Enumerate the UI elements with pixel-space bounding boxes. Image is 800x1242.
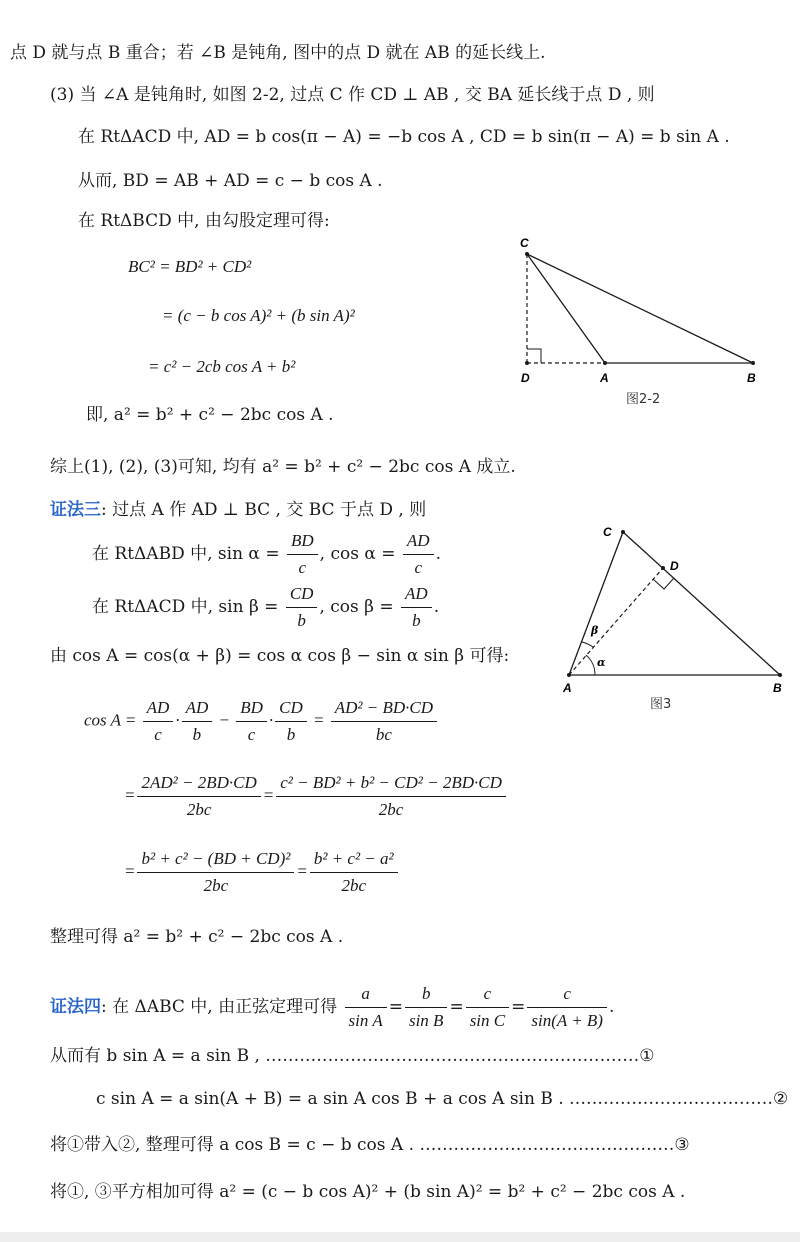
proof-header: 证法四: 在 ΔABC 中, 由正弦定理可得 $\frac{a}{\text{sin A}}$ = $\frac{b}{\text{sin B}}$ = $\frac{c}{\text{sin C}}$ = $\frac{c}{\sin(A + B)}$ .	[50, 984, 615, 1030]
angle-arc-alpha	[586, 655, 595, 675]
side-cb	[527, 254, 753, 363]
equation-line: = (c − b cos A)² + (b sin A)²	[162, 306, 355, 325]
equation-line: 在 RtΔACD 中, sin β = $\frac{CD}{b}$ , cos β = $\frac{AD}{b}$ .	[92, 584, 440, 630]
angle-label-alpha: α	[597, 656, 606, 669]
fraction: $\frac{b}{\text{sin B}}$	[405, 983, 447, 1032]
equation-line: 从而, BD = AB + AD = c − b cos A .	[78, 171, 383, 191]
side-ac	[569, 532, 623, 675]
fraction: $\frac{CD}{b}$	[286, 583, 318, 632]
equation-line: 即, a² = b² + c² − 2bc cos A .	[86, 405, 334, 425]
equation-line: 在 RtΔACD 中, AD = b cos(π − A) = −b cos A , CD = b sin(π − A) = b sin A .	[78, 127, 730, 147]
fraction: $\frac{\text{2AD² − 2BD·CD}}{2bc}$	[137, 772, 260, 821]
proof-header	[50, 499, 426, 521]
vertex-label-b: B	[747, 371, 756, 385]
right-angle-mark	[653, 578, 674, 589]
vertex-label-b: B	[773, 681, 782, 695]
side-cb	[623, 532, 780, 675]
conclusion-line: 综上(1), (2), (3)可知, 均有 a² = b² + c² − 2bc cos A 成立.	[50, 457, 516, 477]
equation-line: cos A = $\frac{AD}{c}$ · $\frac{AD}{b}$ − $\frac{BD}{c}$ · $\frac{CD}{b}$ = $\frac{\text{AD² − BD·CD}}{bc}$	[84, 697, 439, 746]
equation-line: 整理可得 a² = b² + c² − 2bc cos A .	[50, 927, 344, 947]
fraction: $\frac{AD}{c}$	[143, 697, 174, 746]
altitude-ad	[569, 568, 663, 675]
text-segment: , cos β =	[319, 597, 394, 617]
fraction: $\frac{BD}{c}$	[287, 530, 318, 579]
proof-label: 证法三	[50, 500, 101, 520]
text-segment: , cos α =	[319, 544, 396, 564]
vertex-label-d: D	[521, 371, 530, 385]
fraction: $\frac{\text{b² + c² − (BD + CD)²}}{2bc}$	[137, 848, 294, 897]
fraction: $\frac{\text{c² − BD² + b² − CD² − 2BD·CD}}{2bc}$	[276, 772, 506, 821]
vertex-label-d: D	[670, 559, 679, 573]
angle-label-beta: β	[591, 624, 599, 637]
figure-caption: 图3	[650, 697, 672, 712]
fraction: $\frac{AD}{b}$	[401, 583, 432, 632]
fraction: $\frac{AD}{b}$	[182, 697, 213, 746]
text-line: 点 D 就与点 B 重合；若 ∠B 是钝角, 图中的点 D 就在 AB 的延长线上.	[10, 43, 546, 63]
vertex-label-a: A	[563, 681, 572, 695]
figure-caption: 图2-2	[626, 392, 661, 407]
fraction: $\frac{\text{AD² − BD·CD}}{bc}$	[331, 697, 437, 746]
fraction: $\frac{c}{\text{sin C}}$	[466, 983, 509, 1032]
text-segment: 在 RtΔACD 中, sin β =	[92, 597, 279, 617]
page-bottom-bar	[0, 1232, 800, 1242]
fraction: $\frac{\text{b² + c² − a²}}{2bc}$	[310, 848, 398, 897]
equation-line: = $\frac{\text{b² + c² − (BD + CD)²}}{2bc}$ = $\frac{\text{b² + c² − a²}}{2bc}$	[124, 848, 400, 897]
equation-line: 将①, ③平方相加可得 a² = (c − b cos A)² + (b sin A)² = b² + c² − 2bc cos A .	[50, 1182, 686, 1202]
equation-line: = c² − 2cb cos A + b²	[148, 357, 296, 376]
text-line: 在 RtΔBCD 中, 由勾股定理可得:	[78, 211, 330, 231]
figure-2-2	[505, 232, 780, 407]
equation-line: 从而有 b sin A = a sin B , …………………………………………………………①	[50, 1046, 655, 1066]
equation-line: BC² = BD² + CD²	[128, 257, 252, 276]
fraction: $\frac{AD}{c}$	[403, 530, 434, 579]
fraction: $\frac{BD}{c}$	[236, 697, 267, 746]
fraction: $\frac{c}{\sin(A + B)}$	[527, 983, 607, 1032]
equation-line: = $\frac{\text{2AD² − 2BD·CD}}{2bc}$ = $\frac{\text{c² − BD² + b² − CD² − 2BD·CD}}{2bc}$	[124, 772, 508, 821]
fraction: $\frac{a}{\text{sin A}}$	[345, 983, 387, 1032]
proof-intro: : 过点 A 作 AD ⊥ BC , 交 BC 于点 D , 则	[101, 500, 427, 520]
equation-line: 将①带入②, 整理可得 a cos B = c − b cos A . ………………………………………③	[50, 1135, 690, 1155]
vertex-label-a: A	[600, 371, 609, 385]
equation-line: c sin A = a sin(A + B) = a sin A cos B + a cos A sin B . ………………………………②	[96, 1089, 789, 1109]
side-ca	[527, 254, 605, 363]
equation-line: 在 RtΔABD 中, sin α = $\frac{BD}{c}$ , cos α = $\frac{AD}{c}$ .	[92, 531, 441, 577]
text-line: (3) 当 ∠A 是钝角时, 如图 2-2, 过点 C 作 CD ⊥ AB , 交 BA 延长线于点 D , 则	[50, 85, 655, 105]
text-segment: : 在 ΔABC 中, 由正弦定理可得	[101, 997, 338, 1017]
text-segment: cos A =	[84, 710, 137, 730]
proof-label: 证法四	[50, 997, 101, 1017]
vertex-label-c: C	[603, 525, 612, 539]
vertex-label-c: C	[520, 236, 529, 250]
text-segment: 在 RtΔABD 中, sin α =	[92, 544, 280, 564]
fraction: $\frac{CD}{b}$	[275, 697, 307, 746]
figure-3	[555, 520, 795, 705]
equation-line: 由 cos A = cos(α + β) = cos α cos β − sin α sin β 可得:	[50, 646, 510, 666]
angle-arc-beta	[582, 642, 593, 647]
right-angle-mark	[527, 349, 541, 363]
